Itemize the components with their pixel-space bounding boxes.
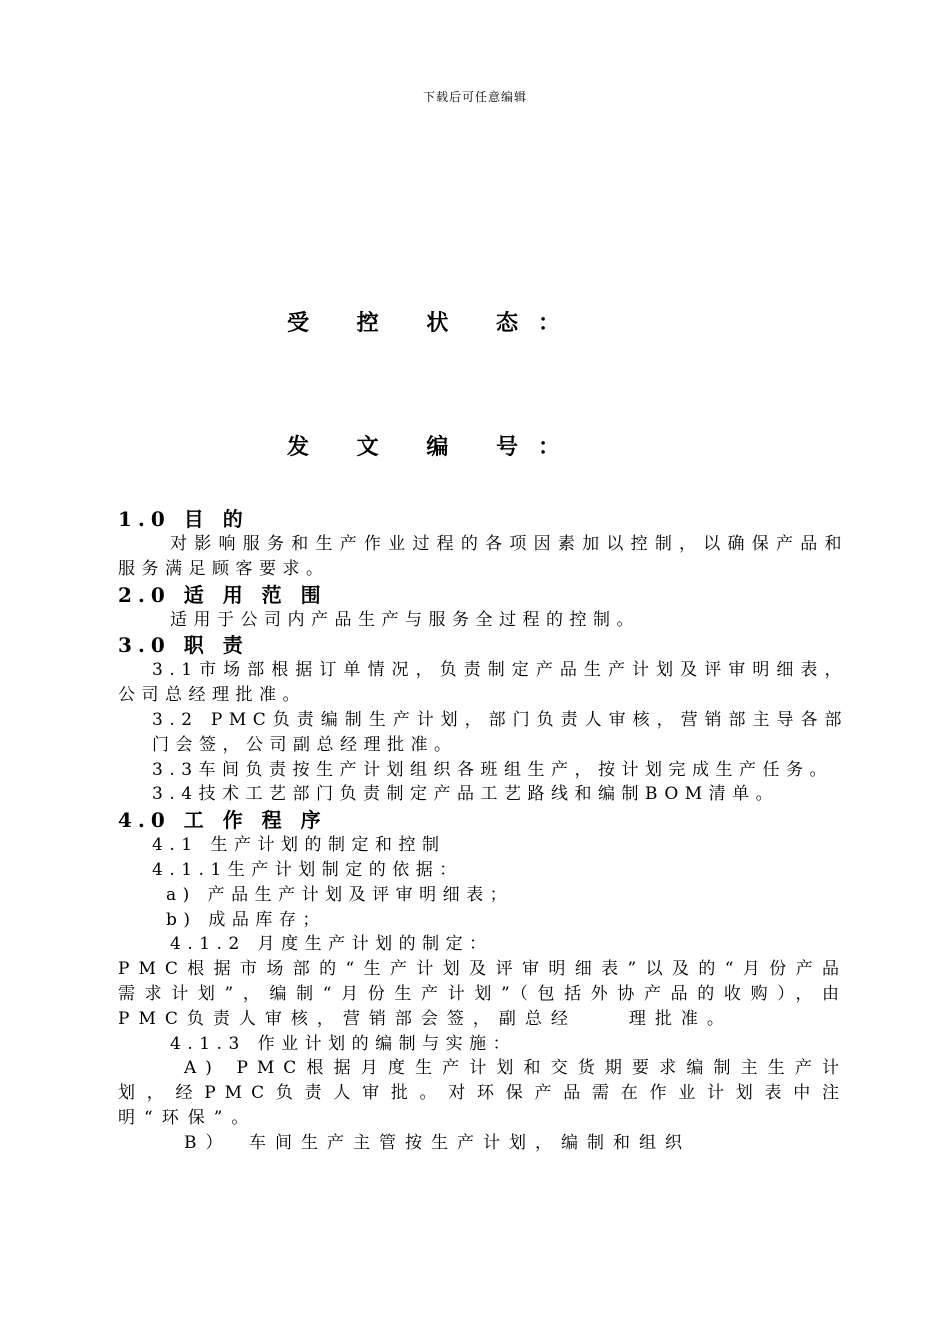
- section-body-scope: 适用于公司内产品生产与服务全过程的控制。: [170, 609, 640, 630]
- section-body-purpose: 对影响服务和生产作业过程的各项因素加以控制，以确保产品和服务满足顾客要求。: [118, 534, 848, 579]
- procedure-4-1-2: 4.1.2 月度生产计划的制定：: [170, 934, 493, 955]
- procedure-4-1-3-b: B） 车间生产主管按生产计划，编制和组织: [184, 1132, 691, 1153]
- procedure-4-1-3-a: A) PMC根据月度生产计划和交货期要求编制主生产计划，经PMC负责人审批。对环保产品需在作业计划表中注明“环保”。: [118, 1058, 848, 1128]
- responsibility-item: 3.4技术工艺部门负责制定产品工艺路线和编制BOM清单。: [152, 784, 780, 805]
- procedure-4-1-1-b: b) 成品库存；: [166, 909, 326, 930]
- section-title-purpose: 1.0 目 的: [118, 507, 249, 531]
- header-note: 下载后可任意编辑: [422, 90, 527, 104]
- section-title-scope: 2.0 适 用 范 围: [118, 582, 327, 607]
- procedure-4-1-1: 4.1.1生产计划制定的依据：: [152, 859, 463, 880]
- responsibility-item: 3.2 PMC负责编制生产计划，部门负责人审核，营销部主导各部门会签，公司副总经理批准。: [152, 709, 848, 755]
- document-body: [118, 506, 848, 1156]
- procedure-4-1: 4.1 生产计划的制定和控制: [152, 835, 446, 856]
- procedure-4-1-2-body: PMC根据市场部的“生产计划及评审明细表”以及的“月份产品需求计划”，编制“月份生产计划”（包括外协产品的收购），由PMC负责人审核，营销部会签，副总经 理批准。: [118, 959, 848, 1029]
- responsibility-item: 3.3车间负责按生产计划组织各班组生产，按计划完成生产任务。: [152, 759, 834, 780]
- responsibility-item: 3.1市场部根据订单情况，负责制定产品生产计划及评审明细表，公司总经理批准。: [118, 660, 848, 706]
- section-title-responsibilities: 3.0 职 责: [118, 633, 249, 658]
- control-status-label: 受 控 状 态：: [287, 310, 580, 336]
- doc-number-label: 发 文 编 号：: [287, 434, 580, 460]
- section-title-procedure: 4.0 工 作 程 序: [118, 808, 327, 833]
- procedure-4-1-3: 4.1.3 作业计划的编制与实施：: [170, 1033, 517, 1054]
- procedure-4-1-1-a: a) 产品生产计划及评审明细表；: [166, 884, 514, 905]
